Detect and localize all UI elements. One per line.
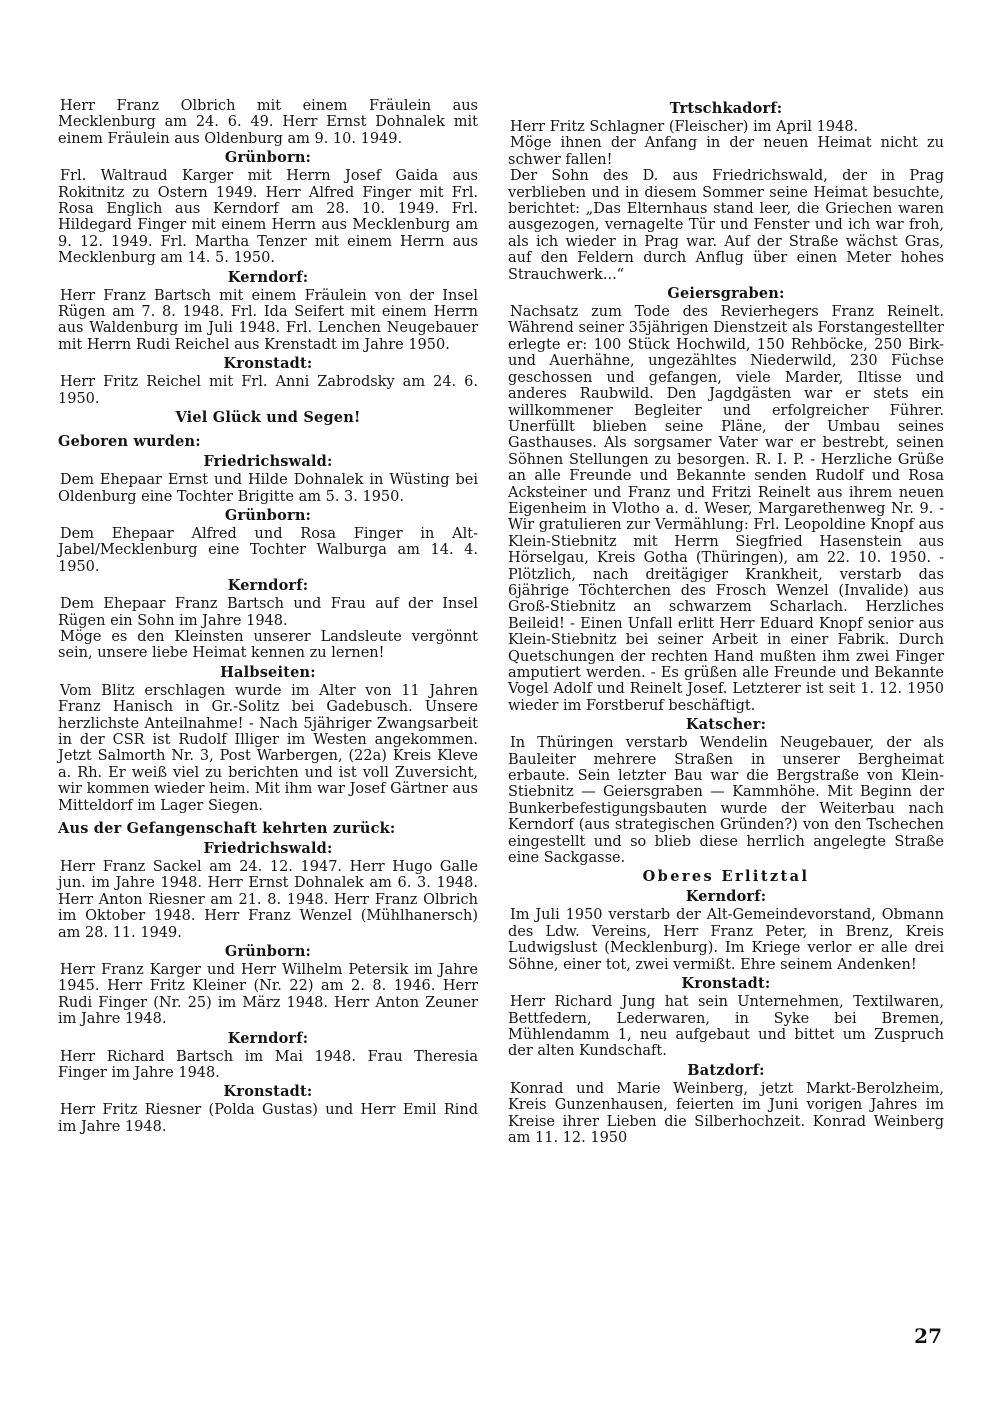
section-heading: Geiersgraben: xyxy=(667,285,785,303)
section-heading: Kerndorf: xyxy=(685,888,767,906)
section-heading: Grünborn: xyxy=(224,149,312,167)
section-heading: Grünborn: xyxy=(224,506,312,524)
section-heading: Batzdorf: xyxy=(687,1061,765,1079)
paragraph: In Thüringen verstarb Wendelin Neugebauer, der als Bauleiter mehrere Straßen in unserer Bergheimat erbaute. Sein letzter Bau war die Bergstraße von Klein-Stiebnitz — Geiersgraben — Kammhöhe. Mit Beginn der Bunkerbefestigungsbauten wurde der Weiterbau nach Kerndorf (aus strategischen Gründen?) von den Tschechen eingestellt und so blieb diese herrlich angelegte Straße eine Sackgasse. xyxy=(508,735,944,867)
left-column xyxy=(58,98,478,1135)
right-column xyxy=(508,98,944,1146)
paragraph: Herr Fritz Reichel mit Frl. Anni Zabrodsky am 24. 6. 1950. xyxy=(58,374,478,407)
paragraph: Konrad und Marie Weinberg, jetzt Markt-Berolzheim, Kreis Gunzenhausen, feierten im Juni vorigen Jahres im Kreise ihrer Lieben die Silberhochzeit. Konrad Weinberg am 11. 12. 1950 xyxy=(508,1080,944,1146)
section-heading: Friedrichswald: xyxy=(203,840,333,857)
paragraph: Frl. Waltraud Karger mit Herrn Josef Gaida aus Rokitnitz zu Ostern 1949. Herr Alfred Finger mit Frl. Rosa Englich aus Kerndorf am 28. 10. 1949. Frl. Hildegard Finger mit einem Herrn aus Mecklenburg am 9. 12. 1949. Frl. Martha Tenzer mit einem Herrn aus Mecklenburg am 14. 5. 1950. xyxy=(58,168,478,267)
paragraph: Herr Fritz Schlagner (Fleischer) im April 1948. xyxy=(510,119,859,135)
paragraph: Herr Franz Sackel am 24. 12. 1947. Herr Hugo Galle jun. im Jahre 1948. Herr Ernst Dohnalek am 6. 3. 1948. Herr Anton Riesner am 21. 8. 1948. Herr Franz Olbrich im Oktober 1948. Herr Franz Wenzel (Mühlhanersch) am 28. 11. 1949. xyxy=(58,859,478,941)
section-heading: Katscher: xyxy=(685,716,767,734)
section-heading: Kerndorf: xyxy=(227,268,309,286)
paragraph: Der Sohn des D. aus Friedrichswald, der in Prag verblieben und in diesem Sommer seine Heimat besuchte, berichtet: „Das Elternhaus stand leer, die Griechen waren ausgezogen, vernagelte Tür und Fenster und ich war froh, als ich wieder in Prag war. Auf der Straße wächst Gras, auf den Feldern durch Anflug über einen Meter hohes Strauchwerk...“ xyxy=(508,168,944,283)
section-heading: Oberes Erlitztal xyxy=(642,868,810,886)
section-heading: Halbseiten: xyxy=(220,663,316,681)
paragraph: Dem Ehepaar Franz Bartsch und Frau auf der Insel Rügen ein Sohn im Jahre 1948. xyxy=(58,596,478,629)
paragraph: Möge ihnen der Anfang in der neuen Heimat nicht zu schwer fallen! xyxy=(508,135,944,168)
paragraph: Dem Ehepaar Ernst und Hilde Dohnalek in Wüsting bei Oldenburg eine Tochter Brigitte am 5. 3. 1950. xyxy=(58,472,478,505)
section-heading: Kerndorf: xyxy=(227,1029,309,1047)
paragraph: Herr Franz Bartsch mit einem Fräulein von der Insel Rügen am 7. 8. 1948. Frl. Ida Seifert mit einem Herrn aus Waldenburg im Juli 1948. Frl. Lenchen Neugebauer mit Herrn Rudi Reichel aus Krenstadt im Jahre 1950. xyxy=(58,287,478,353)
paragraph: Im Juli 1950 verstarb der Alt-Gemeindevorstand, Obmann des Ldw. Vereins, Herr Franz Peter, in Brenz, Kreis Ludwigslust (Mecklenburg). Im Kriege verlor er alle drei Söhne, einer tot, zwei vermißt. Ehre seinem Andenken! xyxy=(508,907,944,973)
section-heading: Grünborn: xyxy=(224,943,312,961)
section-heading: Friedrichswald: xyxy=(203,453,333,471)
section-heading: Geboren wurden: xyxy=(58,433,201,451)
paragraph: Herr Fritz Riesner (Polda Gustas) und Herr Emil Rind im Jahre 1948. xyxy=(58,1102,478,1135)
section-heading: Viel Glück und Segen! xyxy=(175,409,361,427)
section-heading: Kronstadt: xyxy=(223,355,313,373)
paragraph: Vom Blitz erschlagen wurde im Alter von 11 Jahren Franz Hanisch in Gr.-Solitz bei Gadebusch. Unsere herzlichste Anteilnahme! - Nach 5jähriger Zwangsarbeit in der CSR ist Rudolf Illiger im Westen angekommen. Jetzt Salmorth Nr. 3, Post Warbergen, (22a) Kreis Kleve a. Rh. Er weiß viel zu berichten und ist voll Zuversicht, wir kommen wieder heim. Mit ihm war Josef Gärtner aus Mitteldorf im Lager Siegen. xyxy=(58,682,478,814)
page-number: 27 xyxy=(914,1324,942,1348)
section-heading: Kronstadt: xyxy=(681,975,771,993)
paragraph: Herr Richard Bartsch im Mai 1948. Frau Theresia Finger im Jahre 1948. xyxy=(58,1048,478,1082)
paragraph: Dem Ehepaar Alfred und Rosa Finger in Alt-Jabel/Mecklenburg eine Tochter Walburga am 14. 4. 1950. xyxy=(58,525,478,575)
paragraph: Herr Franz Karger und Herr Wilhelm Petersik im Jahre 1945. Herr Fritz Kleiner (Nr. 22) am 2. 8. 1946. Herr Rudi Finger (Nr. 25) im März 1948. Herr Anton Zeuner im Jahre 1948. xyxy=(58,962,478,1028)
paragraph: Möge es den Kleinsten unserer Landsleute vergönnt sein, unsere liebe Heimat kennen zu lernen! xyxy=(58,628,478,662)
section-heading: Trtschkadorf: xyxy=(669,100,783,117)
paragraph: Herr Franz Olbrich mit einem Fräulein aus Mecklenburg am 24. 6. 49. Herr Ernst Dohnalek mit einem Fräulein aus Oldenburg am 9. 10. 1949. xyxy=(58,98,478,147)
paragraph: Herr Richard Jung hat sein Unternehmen, Textilwaren, Bettfedern, Lederwaren, in Syke bei Bremen, Mühlendamm 1, neu aufgebaut und bittet um Zuspruch der alten Kundschaft. xyxy=(508,994,944,1060)
section-heading: Kerndorf: xyxy=(227,577,309,595)
section-heading: Aus der Gefangenschaft kehrten zurück: xyxy=(58,820,396,837)
section-heading: Kronstadt: xyxy=(223,1083,313,1101)
paragraph: Nachsatz zum Tode des Revierhegers Franz Reinelt. Während seiner 35jährigen Dienstzeit als Forstangestellter erlegte er: 100 Stück Hochwild, 150 Rehböcke, 250 Birk- und Auerhähne, ungezähltes Niederwild, 230 Füchse geschossen und gefangen, viele Marder, Iltisse und anderes Raubwild. Den Jagdgästen war er stets ein willkommener Begleiter und erfolgreicher Führer. Unerfüllt blieben seine Pläne, der Umbau seines Gasthauses. Als sorgsamer Vater war er bestrebt, seinen Söhnen Stellungen zu besorgen. R. I. P. - Herzliche Grüße an alle Freunde und Bekannte senden Rudolf und Rosa Acksteiner und Franz und Fritzi Reinelt aus ihrem neuen Eigenheim in Vlotho a. d. Weser, Margarethenweg Nr. 9. - Wir gratulieren zur Vermählung: Frl. Leopoldine Knopf aus Klein-Stiebnitz mit Herrn Siegfried Hasenstein aus Hörselgau, Kreis Gotha (Thüringen), am 22. 10. 1950. - Plötzlich, nach dreitägiger Krankheit, verstarb das 6jährige Töchterchen des Frosch Wenzel (Invalide) aus Groß-Stiebnitz an schwarzem Scharlach. Herzliches Beileid! - Einen Unfall erlitt Herr Eduard Knopf senior aus Klein-Stiebnitz bei seiner Arbeit in einer Fabrik. Durch Quetschungen der rechten Hand mußten ihm zwei Finger amputiert werden. - Es grüßen alle Freunde und Bekannte Vogel Adolf und Reinelt Josef. Letzterer ist seit 1. 12. 1950 wieder im Forstberuf beschäftigt. xyxy=(508,304,944,714)
